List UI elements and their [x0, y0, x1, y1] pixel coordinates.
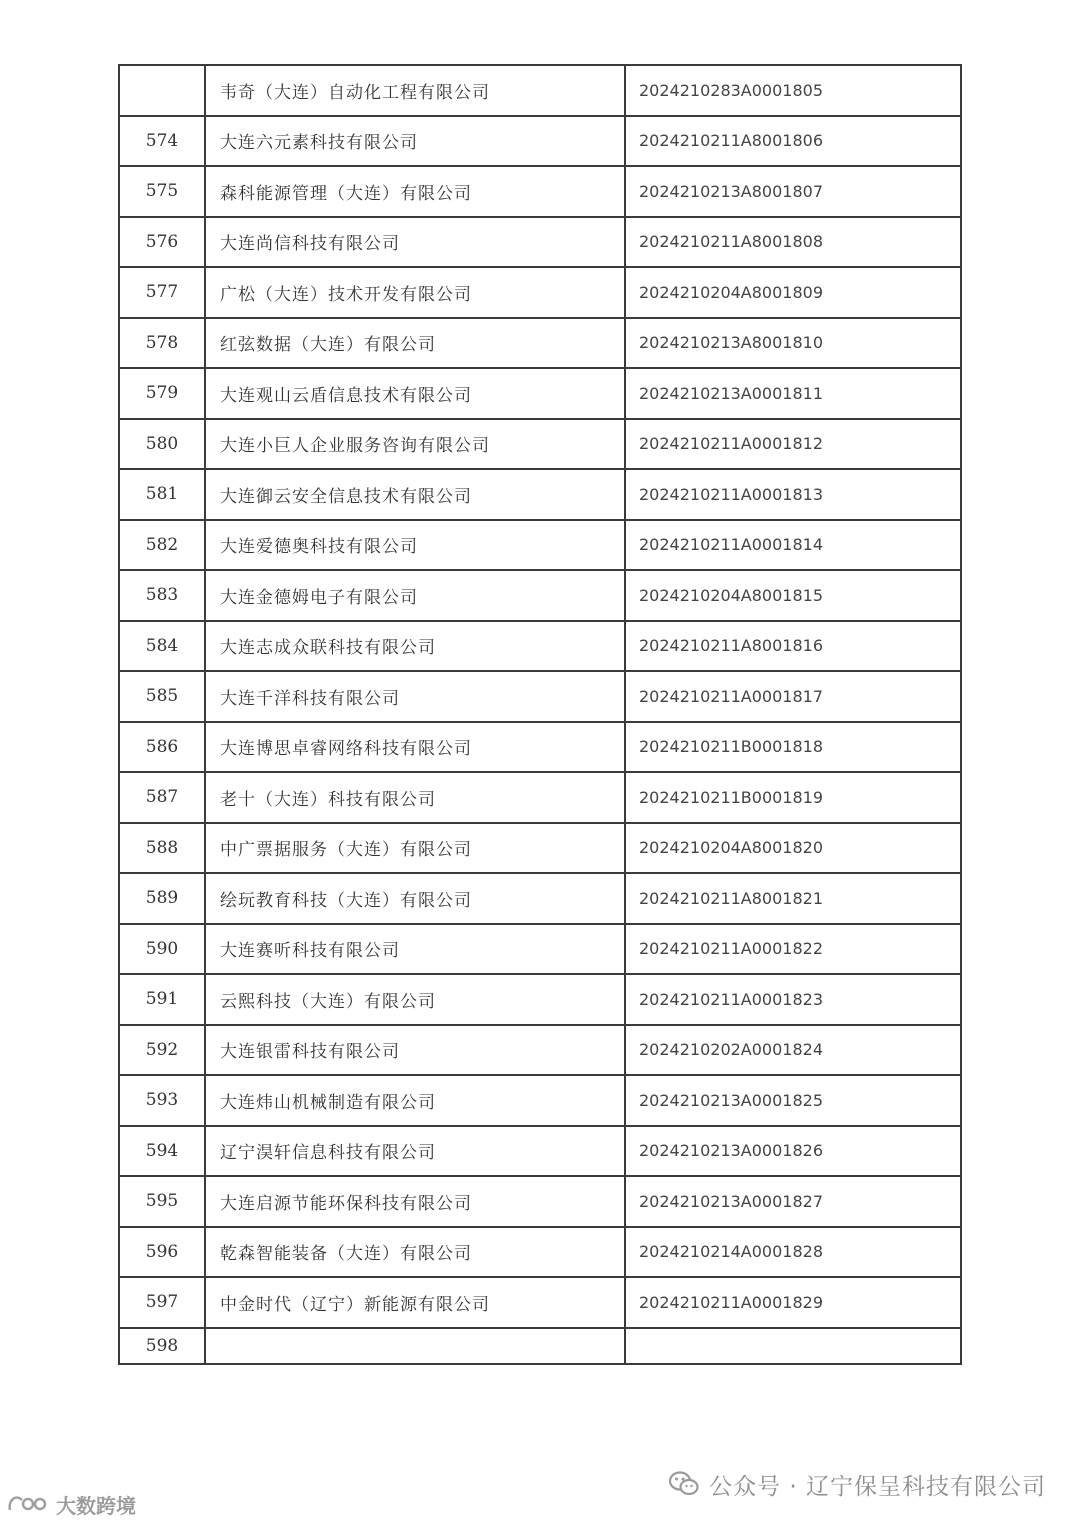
table-row	[119, 166, 961, 217]
registry-table-body	[119, 65, 961, 1364]
company-name: 森科能源管理（大连）有限公司	[205, 166, 625, 217]
company-name: 大连金德姆电子有限公司	[205, 570, 625, 621]
table-row	[119, 722, 961, 773]
company-name: 大连炜山机械制造有限公司	[205, 1075, 625, 1126]
row-number: 583	[119, 570, 205, 621]
table-row	[119, 65, 961, 116]
company-name: 大连观山云盾信息技术有限公司	[205, 368, 625, 419]
table-row	[119, 974, 961, 1025]
wechat-account-watermark	[669, 1462, 1046, 1506]
row-number: 577	[119, 267, 205, 318]
company-name: 大连六元素科技有限公司	[205, 116, 625, 167]
company-name: 中金时代（辽宁）新能源有限公司	[205, 1277, 625, 1328]
row-number: 597	[119, 1277, 205, 1328]
row-number: 579	[119, 368, 205, 419]
row-number: 586	[119, 722, 205, 773]
company-name: 老十（大连）科技有限公司	[205, 772, 625, 823]
registration-code: 2024210211A0001812	[625, 419, 961, 470]
row-number: 585	[119, 671, 205, 722]
wechat-icon	[669, 1471, 699, 1497]
registration-code: 2024210213A8001810	[625, 318, 961, 369]
registration-code: 2024210211B0001819	[625, 772, 961, 823]
table-row	[119, 873, 961, 924]
table-row	[119, 671, 961, 722]
registration-code: 2024210204A8001820	[625, 823, 961, 874]
registration-code: 2024210211B0001818	[625, 722, 961, 773]
table-row	[119, 1075, 961, 1126]
registration-code: 2024210204A8001809	[625, 267, 961, 318]
registration-code: 2024210213A0001826	[625, 1126, 961, 1177]
table-row	[119, 570, 961, 621]
row-number: 589	[119, 873, 205, 924]
table-row	[119, 924, 961, 975]
registration-code: 2024210202A0001824	[625, 1025, 961, 1076]
registration-code	[625, 1328, 961, 1364]
company-name: 大连银雷科技有限公司	[205, 1025, 625, 1076]
row-number: 582	[119, 520, 205, 571]
table-row	[119, 267, 961, 318]
table-row	[119, 1176, 961, 1227]
company-name: 大连启源节能环保科技有限公司	[205, 1176, 625, 1227]
company-name: 大连小巨人企业服务咨询有限公司	[205, 419, 625, 470]
table-row	[119, 1328, 961, 1364]
row-number: 576	[119, 217, 205, 268]
table-row	[119, 116, 961, 167]
registration-code: 2024210204A8001815	[625, 570, 961, 621]
table-row	[119, 823, 961, 874]
table-row	[119, 469, 961, 520]
wechat-account-text: 公众号 · 辽宁保呈科技有限公司	[709, 1473, 1046, 1500]
table-row	[119, 1227, 961, 1278]
enterprise-registry-table	[118, 64, 962, 1365]
company-name: 大连御云安全信息技术有限公司	[205, 469, 625, 520]
company-name: 广松（大连）技术开发有限公司	[205, 267, 625, 318]
row-number: 594	[119, 1126, 205, 1177]
company-name: 大连赛听科技有限公司	[205, 924, 625, 975]
registration-code: 2024210283A0001805	[625, 65, 961, 116]
table-row	[119, 368, 961, 419]
table-row	[119, 419, 961, 470]
company-name: 红弦数据（大连）有限公司	[205, 318, 625, 369]
company-name: 绘玩教育科技（大连）有限公司	[205, 873, 625, 924]
registration-code: 2024210211A0001817	[625, 671, 961, 722]
table-row	[119, 520, 961, 571]
row-number	[119, 65, 205, 116]
company-name: 韦奇（大连）自动化工程有限公司	[205, 65, 625, 116]
row-number: 598	[119, 1328, 205, 1364]
row-number: 575	[119, 166, 205, 217]
row-number: 592	[119, 1025, 205, 1076]
registration-code: 2024210211A0001813	[625, 469, 961, 520]
registration-code: 2024210211A8001816	[625, 621, 961, 672]
source-watermark-text: 大数跨境	[56, 1493, 136, 1518]
table-row	[119, 1126, 961, 1177]
row-number: 578	[119, 318, 205, 369]
row-number: 588	[119, 823, 205, 874]
row-number: 584	[119, 621, 205, 672]
registration-code: 2024210211A8001821	[625, 873, 961, 924]
registration-code: 2024210213A8001807	[625, 166, 961, 217]
row-number: 595	[119, 1176, 205, 1227]
row-number: 590	[119, 924, 205, 975]
table-row	[119, 1025, 961, 1076]
row-number: 574	[119, 116, 205, 167]
row-number: 591	[119, 974, 205, 1025]
registration-code: 2024210211A0001823	[625, 974, 961, 1025]
registration-code: 2024210211A0001829	[625, 1277, 961, 1328]
row-number: 593	[119, 1075, 205, 1126]
registration-code: 2024210213A0001811	[625, 368, 961, 419]
company-name: 大连爱德奥科技有限公司	[205, 520, 625, 571]
company-name: 大连千洋科技有限公司	[205, 671, 625, 722]
table-row	[119, 318, 961, 369]
source-logo-icon	[6, 1492, 50, 1516]
company-name: 中广票据服务（大连）有限公司	[205, 823, 625, 874]
row-number: 596	[119, 1227, 205, 1278]
company-name	[205, 1328, 625, 1364]
source-watermark	[6, 1488, 136, 1520]
row-number: 581	[119, 469, 205, 520]
registration-code: 2024210211A8001806	[625, 116, 961, 167]
registration-code: 2024210211A0001814	[625, 520, 961, 571]
company-name: 大连尚信科技有限公司	[205, 217, 625, 268]
table-row	[119, 217, 961, 268]
registration-code: 2024210211A8001808	[625, 217, 961, 268]
table-row	[119, 1277, 961, 1328]
table-row	[119, 772, 961, 823]
table-row	[119, 621, 961, 672]
company-name: 大连志成众联科技有限公司	[205, 621, 625, 672]
registration-code: 2024210211A0001822	[625, 924, 961, 975]
company-name: 大连博思卓睿网络科技有限公司	[205, 722, 625, 773]
company-name: 乾森智能装备（大连）有限公司	[205, 1227, 625, 1278]
registration-code: 2024210213A0001825	[625, 1075, 961, 1126]
company-name: 辽宁淏轩信息科技有限公司	[205, 1126, 625, 1177]
row-number: 580	[119, 419, 205, 470]
company-name: 云熙科技（大连）有限公司	[205, 974, 625, 1025]
row-number: 587	[119, 772, 205, 823]
registration-code: 2024210214A0001828	[625, 1227, 961, 1278]
registration-code: 2024210213A0001827	[625, 1176, 961, 1227]
